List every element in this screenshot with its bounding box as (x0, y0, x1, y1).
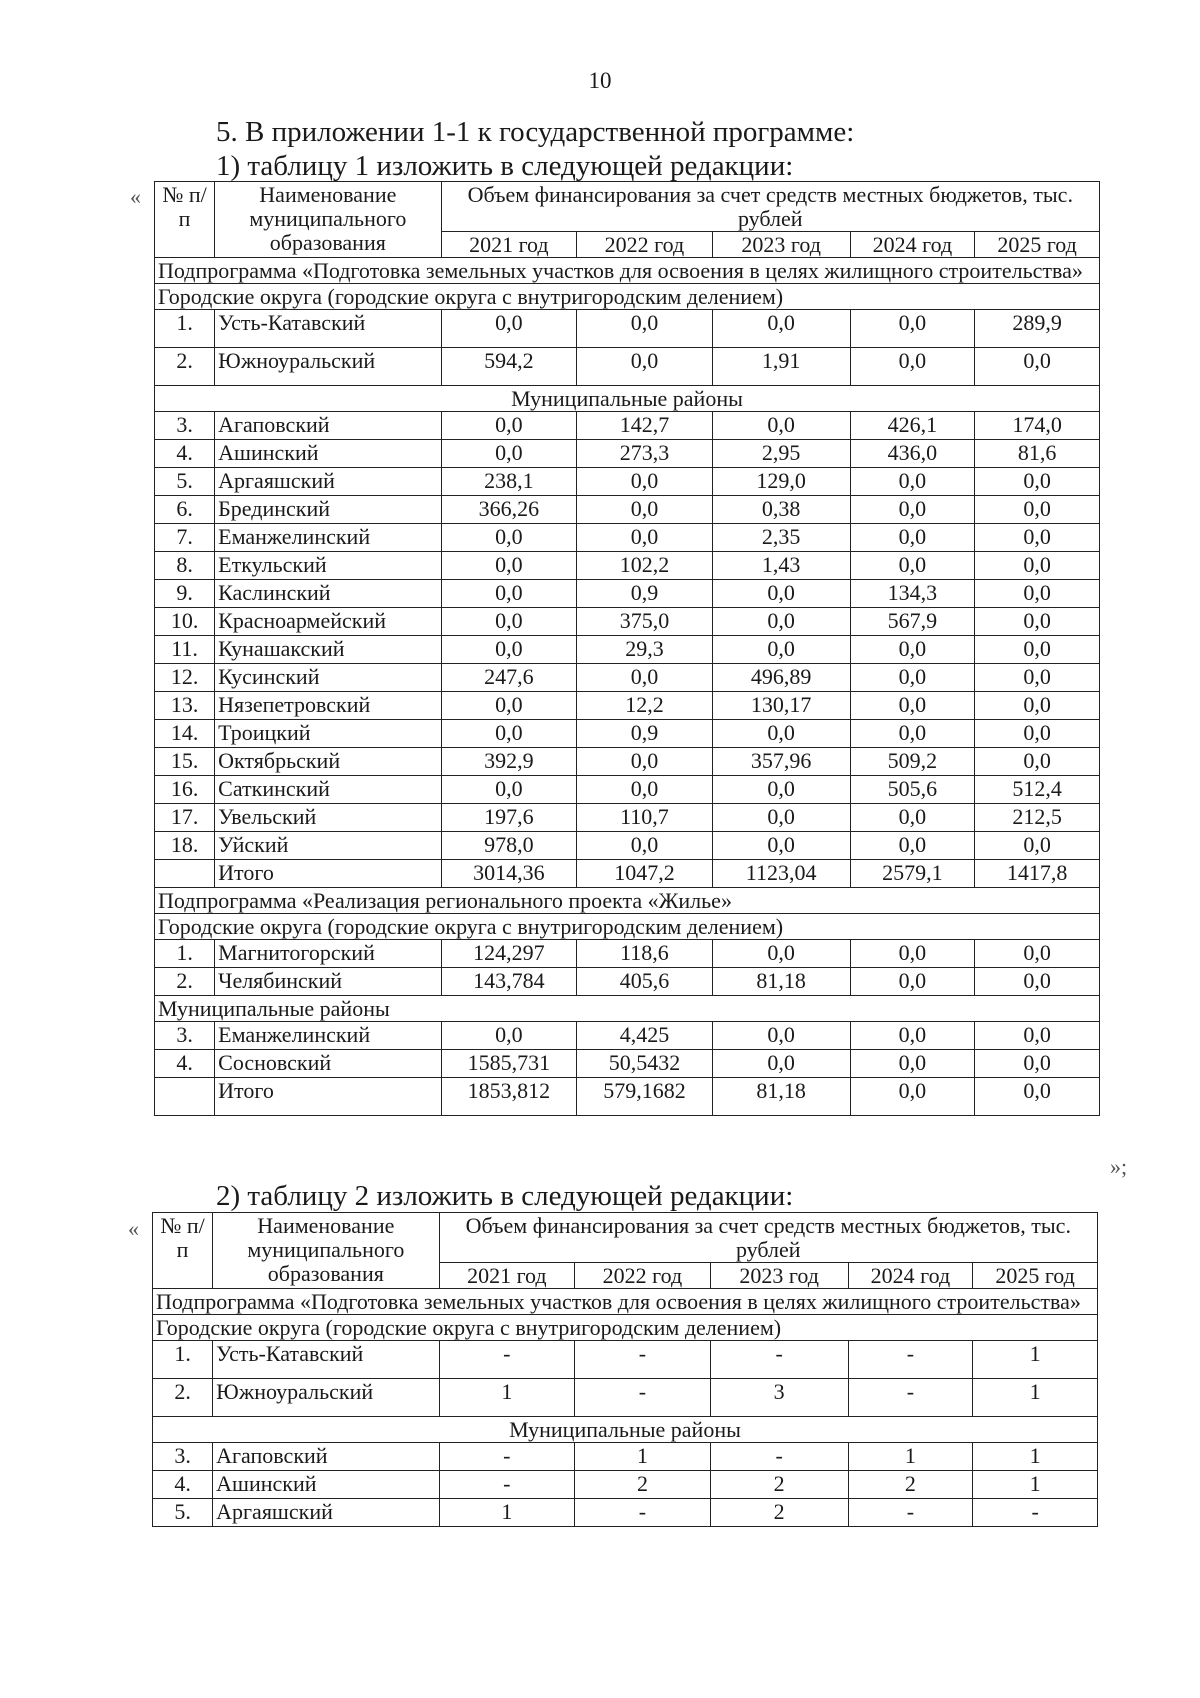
row-number: 3. (153, 1443, 213, 1471)
municipality-name: Усть-Катавский (215, 310, 441, 348)
value-cell: 0,0 (975, 1050, 1100, 1078)
value-cell: 0,0 (712, 412, 850, 440)
table-row (155, 310, 1100, 348)
value-cell: 0,0 (975, 832, 1100, 860)
value-cell: 0,0 (441, 692, 577, 720)
value-cell: 512,4 (975, 776, 1100, 804)
column-header-year: 2023 год (712, 232, 850, 258)
row-number: 18. (155, 832, 215, 860)
table-row (155, 552, 1100, 580)
value-cell: 0,0 (577, 468, 713, 496)
column-header-year: 2021 год (439, 1263, 575, 1289)
value-cell: 0,9 (577, 720, 713, 748)
value-cell: - (575, 1341, 711, 1379)
column-header-year: 2025 год (975, 232, 1100, 258)
value-cell: 0,0 (712, 608, 850, 636)
municipality-name: Магнитогорский (215, 940, 441, 968)
total-value-cell: 1123,04 (712, 860, 850, 888)
value-cell: 0,0 (441, 776, 577, 804)
value-cell: 0,0 (850, 720, 975, 748)
value-cell: 0,0 (712, 832, 850, 860)
value-cell: 129,0 (712, 468, 850, 496)
value-cell: 0,0 (850, 1022, 975, 1050)
value-cell: 1 (439, 1499, 575, 1527)
row-number: 8. (155, 552, 215, 580)
value-cell: 0,0 (577, 348, 713, 386)
value-cell: 0,0 (975, 636, 1100, 664)
row-number: 4. (155, 1050, 215, 1078)
row-number: 3. (155, 1022, 215, 1050)
value-cell: 0,0 (850, 968, 975, 996)
value-cell: 496,89 (712, 664, 850, 692)
municipality-name: Усть-Катавский (213, 1341, 439, 1379)
value-cell: 143,784 (441, 968, 577, 996)
value-cell: 3 (710, 1379, 848, 1417)
table-row (155, 832, 1100, 860)
value-cell: 2 (710, 1471, 848, 1499)
table-row (155, 1022, 1100, 1050)
total-value-cell: 3014,36 (441, 860, 577, 888)
table-row (155, 748, 1100, 776)
municipality-name: Уйский (215, 832, 441, 860)
closing-quote-table1: »; (1110, 1154, 1128, 1179)
value-cell: 50,5432 (577, 1050, 713, 1078)
value-cell: 0,0 (577, 310, 713, 348)
table-row (153, 1341, 1098, 1379)
row-number: 12. (155, 664, 215, 692)
row-number: 14. (155, 720, 215, 748)
group-title-districts: Муниципальные районы (153, 1417, 1098, 1443)
table-row (155, 664, 1100, 692)
column-header-year: 2022 год (577, 232, 713, 258)
value-cell: 0,0 (441, 552, 577, 580)
value-cell: 0,9 (577, 580, 713, 608)
table-row (155, 636, 1100, 664)
section-row (153, 1315, 1098, 1341)
value-cell: 0,0 (577, 664, 713, 692)
municipality-name: Еманжелинский (215, 1022, 441, 1050)
municipality-name: Челябинский (215, 968, 441, 996)
value-cell: 0,0 (712, 310, 850, 348)
row-number: 15. (155, 748, 215, 776)
municipality-name: Саткинский (215, 776, 441, 804)
total-row (155, 860, 1100, 888)
value-cell: 0,0 (441, 580, 577, 608)
table-row (155, 412, 1100, 440)
value-cell: 0,0 (975, 692, 1100, 720)
table-row (155, 468, 1100, 496)
value-cell: 0,0 (975, 608, 1100, 636)
municipality-name: Увельский (215, 804, 441, 832)
value-cell: - (439, 1341, 575, 1379)
table-header-row (155, 182, 1100, 232)
table-row (155, 776, 1100, 804)
value-cell: 102,2 (577, 552, 713, 580)
column-header-year: 2022 год (575, 1263, 711, 1289)
value-cell: 289,9 (975, 310, 1100, 348)
value-cell: 0,0 (712, 1050, 850, 1078)
value-cell: 0,0 (441, 608, 577, 636)
group-title-districts: Муниципальные районы (155, 386, 1100, 412)
row-number (155, 860, 215, 888)
municipality-name: Троицкий (215, 720, 441, 748)
value-cell: 0,0 (712, 776, 850, 804)
value-cell: 0,0 (850, 1050, 975, 1078)
value-cell: 0,0 (712, 804, 850, 832)
table-row (153, 1379, 1098, 1417)
column-header-year: 2023 год (710, 1263, 848, 1289)
total-value-cell: 1047,2 (577, 860, 713, 888)
value-cell: 0,0 (850, 832, 975, 860)
total-value-cell: 2579,1 (850, 860, 975, 888)
row-number: 10. (155, 608, 215, 636)
value-cell: 124,297 (441, 940, 577, 968)
value-cell: 0,0 (712, 636, 850, 664)
value-cell: 0,0 (975, 748, 1100, 776)
value-cell: 1 (973, 1341, 1098, 1379)
value-cell: 130,17 (712, 692, 850, 720)
value-cell: 1 (973, 1379, 1098, 1417)
value-cell: 0,0 (441, 1022, 577, 1050)
value-cell: 366,26 (441, 496, 577, 524)
column-header-year: 2025 год (973, 1263, 1098, 1289)
row-number: 17. (155, 804, 215, 832)
value-cell: 0,0 (975, 664, 1100, 692)
value-cell: 142,7 (577, 412, 713, 440)
row-number: 2. (155, 348, 215, 386)
municipality-name: Брединский (215, 496, 441, 524)
value-cell: 273,3 (577, 440, 713, 468)
value-cell: 0,0 (850, 636, 975, 664)
value-cell: 81,6 (975, 440, 1100, 468)
column-header-number: № п/п (155, 182, 215, 258)
opening-quote-table2: « (128, 1216, 139, 1241)
value-cell: 392,9 (441, 748, 577, 776)
value-cell: 247,6 (441, 664, 577, 692)
value-cell: 174,0 (975, 412, 1100, 440)
municipality-name: Агаповский (213, 1443, 439, 1471)
table-row (155, 968, 1100, 996)
table-row (155, 580, 1100, 608)
financing-table-2 (152, 1212, 1098, 1527)
value-cell: 0,0 (441, 412, 577, 440)
value-cell: 0,0 (975, 940, 1100, 968)
municipality-name: Аргаяшский (215, 468, 441, 496)
value-cell: 0,0 (577, 776, 713, 804)
table-row (155, 1050, 1100, 1078)
row-number: 5. (155, 468, 215, 496)
value-cell: 567,9 (850, 608, 975, 636)
table-row (155, 524, 1100, 552)
value-cell: 2 (575, 1471, 711, 1499)
value-cell: 0,0 (975, 968, 1100, 996)
subprogram-title: Подпрограмма «Реализация регионального проекта «Жилье» (155, 888, 1100, 914)
value-cell: 0,0 (441, 440, 577, 468)
row-number: 9. (155, 580, 215, 608)
table-row (153, 1443, 1098, 1471)
value-cell: 12,2 (577, 692, 713, 720)
value-cell: 0,0 (441, 636, 577, 664)
value-cell: 0,0 (850, 940, 975, 968)
municipality-name: Аргаяшский (213, 1499, 439, 1527)
page-number: 10 (588, 68, 612, 93)
row-number: 4. (155, 440, 215, 468)
total-label: Итого (215, 1078, 441, 1116)
row-number: 3. (155, 412, 215, 440)
municipality-name: Октябрьский (215, 748, 441, 776)
row-number: 6. (155, 496, 215, 524)
section-row (155, 914, 1100, 940)
municipality-name: Еткульский (215, 552, 441, 580)
value-cell: - (710, 1341, 848, 1379)
value-cell: 197,6 (441, 804, 577, 832)
value-cell: 110,7 (577, 804, 713, 832)
value-cell: 0,0 (975, 720, 1100, 748)
row-number: 5. (153, 1499, 213, 1527)
value-cell: 594,2 (441, 348, 577, 386)
value-cell: 505,6 (850, 776, 975, 804)
value-cell: 2,95 (712, 440, 850, 468)
row-number: 7. (155, 524, 215, 552)
value-cell: 2,35 (712, 524, 850, 552)
table-row (155, 440, 1100, 468)
row-number: 4. (153, 1471, 213, 1499)
table-row (153, 1499, 1098, 1527)
row-number: 11. (155, 636, 215, 664)
row-number: 13. (155, 692, 215, 720)
municipality-name: Красноармейский (215, 608, 441, 636)
table-row (155, 496, 1100, 524)
table-row (155, 940, 1100, 968)
section-row (153, 1289, 1098, 1315)
value-cell: 29,3 (577, 636, 713, 664)
total-label: Итого (215, 860, 441, 888)
municipality-name: Каслинский (215, 580, 441, 608)
column-header-year: 2021 год (441, 232, 577, 258)
value-cell: 0,0 (441, 524, 577, 552)
value-cell: 0,0 (577, 496, 713, 524)
value-cell: 1 (973, 1471, 1098, 1499)
value-cell: 0,0 (850, 524, 975, 552)
financing-table-1 (154, 181, 1100, 1116)
column-header-year: 2024 год (848, 1263, 973, 1289)
total-value-cell: 0,0 (850, 1078, 975, 1116)
value-cell: 1,43 (712, 552, 850, 580)
value-cell: 436,0 (850, 440, 975, 468)
value-cell: 0,0 (975, 496, 1100, 524)
value-cell: 509,2 (850, 748, 975, 776)
value-cell: - (848, 1379, 973, 1417)
value-cell: 2 (848, 1471, 973, 1499)
value-cell: 0,0 (577, 832, 713, 860)
value-cell: 2 (710, 1499, 848, 1527)
value-cell: 118,6 (577, 940, 713, 968)
value-cell: 0,0 (850, 804, 975, 832)
table-row (155, 348, 1100, 386)
value-cell: 0,0 (577, 748, 713, 776)
group-title-cities: Городские округа (городские округа с внутригородским делением) (153, 1315, 1098, 1341)
total-value-cell: 1853,812 (441, 1078, 577, 1116)
section-row (155, 284, 1100, 310)
row-number: 1. (155, 940, 215, 968)
subprogram-title: Подпрограмма «Подготовка земельных участков для освоения в целях жилищного строительства» (153, 1289, 1098, 1315)
municipality-name: Кунашакский (215, 636, 441, 664)
value-cell: 375,0 (577, 608, 713, 636)
municipality-name: Южноуральский (215, 348, 441, 386)
value-cell: 0,0 (850, 664, 975, 692)
table-row (155, 804, 1100, 832)
municipality-name: Ашинский (213, 1471, 439, 1499)
municipality-name: Кусинский (215, 664, 441, 692)
municipality-name: Еманжелинский (215, 524, 441, 552)
column-header-volume: Объем финансирования за счет средств местных бюджетов, тыс. рублей (441, 182, 1099, 232)
value-cell: 0,0 (850, 310, 975, 348)
value-cell: - (848, 1499, 973, 1527)
table-row (155, 692, 1100, 720)
value-cell: 1585,731 (441, 1050, 577, 1078)
value-cell: 978,0 (441, 832, 577, 860)
column-header-name: Наименование муниципального образования (215, 182, 441, 258)
column-header-year: 2024 год (850, 232, 975, 258)
row-number (155, 1078, 215, 1116)
table2-intro: 2) таблицу 2 изложить в следующей редакции: (216, 1180, 794, 1212)
value-cell: 0,0 (712, 720, 850, 748)
municipality-name: Южноуральский (213, 1379, 439, 1417)
value-cell: - (439, 1443, 575, 1471)
table-row (153, 1471, 1098, 1499)
table-row (155, 720, 1100, 748)
value-cell: 0,0 (850, 348, 975, 386)
group-title-districts: Муниципальные районы (155, 996, 1100, 1022)
value-cell: 212,5 (975, 804, 1100, 832)
value-cell: 0,0 (975, 468, 1100, 496)
value-cell: 0,0 (850, 468, 975, 496)
table-row (155, 608, 1100, 636)
value-cell: 0,38 (712, 496, 850, 524)
value-cell: 0,0 (441, 720, 577, 748)
value-cell: 0,0 (975, 524, 1100, 552)
total-value-cell: 0,0 (975, 1078, 1100, 1116)
section-row (155, 386, 1100, 412)
value-cell: 426,1 (850, 412, 975, 440)
total-value-cell: 579,1682 (577, 1078, 713, 1116)
municipality-name: Сосновский (215, 1050, 441, 1078)
value-cell: 0,0 (850, 496, 975, 524)
value-cell: 1,91 (712, 348, 850, 386)
value-cell: 1 (973, 1443, 1098, 1471)
value-cell: 0,0 (712, 580, 850, 608)
total-row (155, 1078, 1100, 1116)
value-cell: 134,3 (850, 580, 975, 608)
value-cell: 1 (848, 1443, 973, 1471)
value-cell: 0,0 (975, 552, 1100, 580)
row-number: 1. (155, 310, 215, 348)
section-row (155, 996, 1100, 1022)
table1-intro: 1) таблицу 1 изложить в следующей редакции: (216, 150, 794, 182)
value-cell: 1 (439, 1379, 575, 1417)
section-row (155, 888, 1100, 914)
value-cell: 4,425 (577, 1022, 713, 1050)
value-cell: - (848, 1341, 973, 1379)
value-cell: - (575, 1379, 711, 1417)
value-cell: 0,0 (975, 348, 1100, 386)
table-header-row (153, 1213, 1098, 1263)
municipality-name: Нязепетровский (215, 692, 441, 720)
subprogram-title: Подпрограмма «Подготовка земельных участков для освоения в целях жилищного строительства» (155, 258, 1100, 284)
municipality-name: Агаповский (215, 412, 441, 440)
value-cell: 357,96 (712, 748, 850, 776)
value-cell: 0,0 (577, 524, 713, 552)
value-cell: 238,1 (441, 468, 577, 496)
opening-quote-table1: « (130, 184, 141, 209)
section-heading: 5. В приложении 1-1 к государственной программе: (216, 116, 855, 148)
column-header-volume: Объем финансирования за счет средств местных бюджетов, тыс. рублей (439, 1213, 1097, 1263)
value-cell: 0,0 (850, 552, 975, 580)
section-row (153, 1417, 1098, 1443)
municipality-name: Ашинский (215, 440, 441, 468)
value-cell: - (439, 1471, 575, 1499)
value-cell: 81,18 (712, 968, 850, 996)
value-cell: - (710, 1443, 848, 1471)
column-header-number: № п/п (153, 1213, 213, 1289)
section-row (155, 258, 1100, 284)
value-cell: 0,0 (441, 310, 577, 348)
value-cell: 0,0 (850, 692, 975, 720)
row-number: 16. (155, 776, 215, 804)
group-title-cities: Городские округа (городские округа с внутригородским делением) (155, 284, 1100, 310)
value-cell: 1 (575, 1443, 711, 1471)
total-value-cell: 81,18 (712, 1078, 850, 1116)
total-value-cell: 1417,8 (975, 860, 1100, 888)
value-cell: 0,0 (975, 1022, 1100, 1050)
row-number: 2. (153, 1379, 213, 1417)
value-cell: - (973, 1499, 1098, 1527)
column-header-name: Наименование муниципального образования (213, 1213, 439, 1289)
value-cell: 0,0 (712, 1022, 850, 1050)
row-number: 2. (155, 968, 215, 996)
value-cell: - (575, 1499, 711, 1527)
group-title-cities: Городские округа (городские округа с внутригородским делением) (155, 914, 1100, 940)
row-number: 1. (153, 1341, 213, 1379)
value-cell: 405,6 (577, 968, 713, 996)
value-cell: 0,0 (712, 940, 850, 968)
value-cell: 0,0 (975, 580, 1100, 608)
